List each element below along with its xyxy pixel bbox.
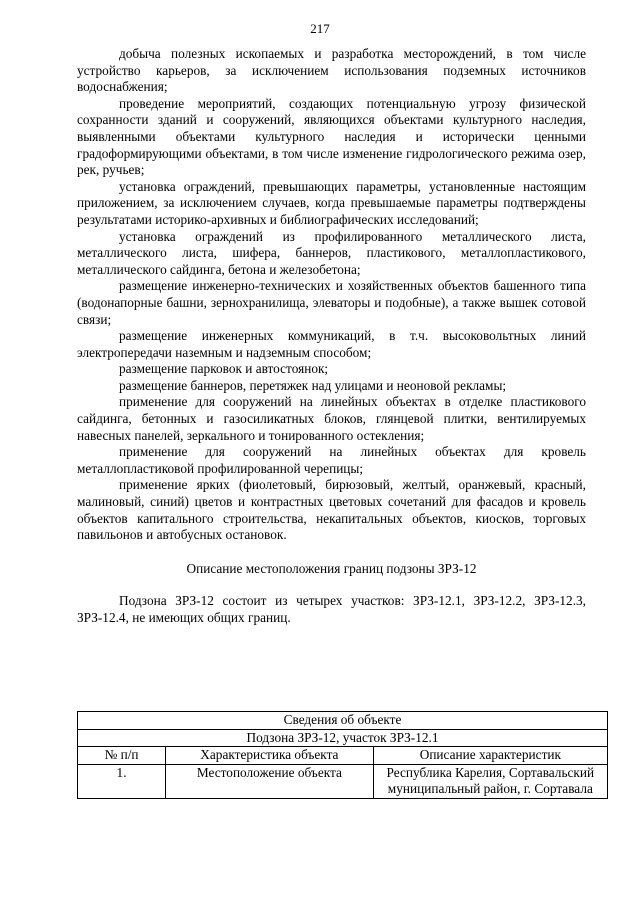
cell-description: Республика Карелия, Сортавальский муниципальный район, г. Сортавала [373,764,607,798]
table-header-row [78,747,608,765]
restriction-paragraph: установка ограждений, превышающих параметры, установленные настоящим приложением, за исключением случаев, когда превышаемые параметры подтверждены результатами историко-архивных и библиографических исследований; [77,178,586,227]
restriction-paragraph: размещение инженерно-технических и хозяйственных объектов башенного типа (водонапорные башни, зернохранилища, элеваторы и подобные), а также вышек сотовой связи; [77,278,586,327]
restriction-paragraph: размещение инженерных коммуникаций, в т.ч. высоковольтных линий электропередачи наземным и надземным способом; [77,328,586,360]
table-subcaption: Подзона ЗРЗ-12, участок ЗРЗ-12.1 [78,729,608,747]
table-caption: Сведения об объекте [78,712,608,730]
document-body [77,46,586,627]
section-paragraph: Подзона ЗРЗ-12 состоит из четырех участков: ЗРЗ-12.1, ЗРЗ-12.2, ЗРЗ-12.3, ЗРЗ-12.4, не имеющих общих границ. [77,593,586,625]
restriction-paragraph: применение для сооружений на линейных объектах для кровель металлопластиковой профилированной черепицы; [77,444,586,476]
restriction-paragraph: применение для сооружений на линейных объектах в отделке пластикового сайдинга, бетонных и газосиликатных блоков, глянцевой плитки, вентилируемых навесных панелей, зеркального и тонированного остекления; [77,394,586,443]
restriction-paragraph: проведение мероприятий, создающих потенциальную угрозу физической сохранности зданий и сооружений, являющихся объектами культурного наследия, выявленными объектами культурного наследия и исторически ценными градоформирующими объектами, в том числе изменение гидрологического режима озер, рек, ручьев; [77,95,586,178]
header-number: № п/п [78,747,166,765]
header-characteristic: Характеристика объекта [166,747,374,765]
table-caption-row [78,712,608,730]
table-subcaption-row [78,729,608,747]
section-title: Описание местоположения границ подзоны ЗРЗ-12 [186,560,477,576]
page-number: 217 [310,21,330,36]
restriction-paragraph: добыча полезных ископаемых и разработка месторождений, в том числе устройство карьеров, за исключением использования подземных источников водоснабжения; [77,46,586,95]
restriction-paragraph: установка ограждений из профилированного металлического листа, металлического листа, шифера, баннеров, пластикового, металлопластикового, металлического сайдинга, бетона и железобетона; [77,228,586,277]
cell-number: 1. [78,764,166,798]
restriction-paragraph: размещение баннеров, перетяжек над улицами и неоновой рекламы; [119,377,507,393]
restriction-paragraph: применение ярких (фиолетовый, бирюзовый, желтый, оранжевый, красный, малиновый, синий) цветов и контрастных цветовых сочетаний для фасадов и кровель объектов капитального строительства, некапитальных объектов, киосков, торговых павильонов и автобусных остановок. [77,477,586,543]
restriction-paragraph: размещение парковок и автостоянок; [119,361,329,377]
header-description: Описание характеристик [373,747,607,765]
object-info-table [77,711,608,799]
table-row [78,764,608,798]
cell-characteristic: Местоположение объекта [166,764,374,798]
